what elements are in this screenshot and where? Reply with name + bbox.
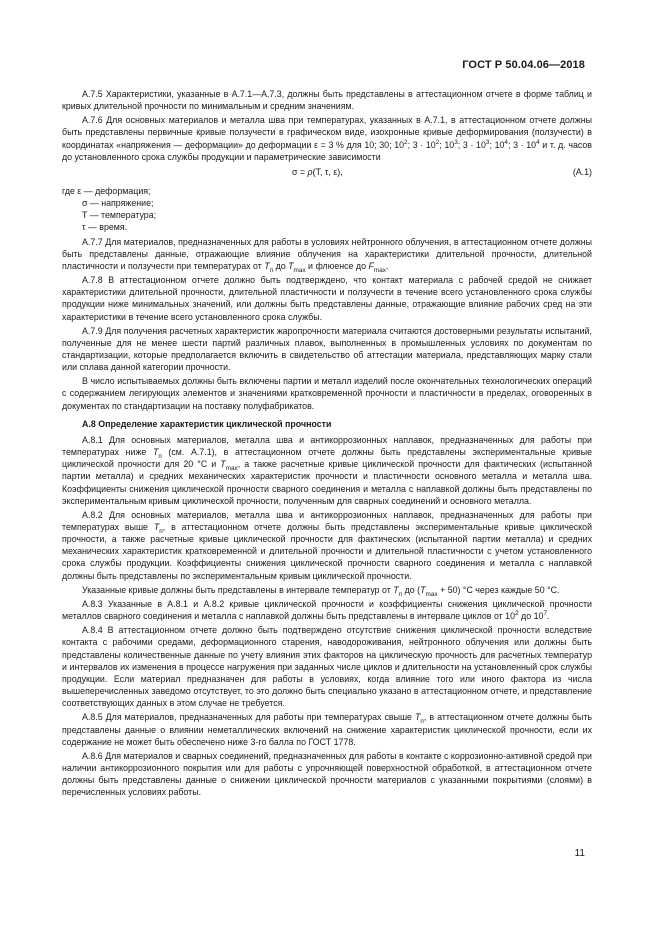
paragraph-a8-5: А.8.5 Для материалов, предназначенных для работы при температурах свыше $T_п$, в аттестационном отчете должны быть представлены данные о влиянии неметаллических включений на снижение характеристик циклической прочности, если их содержание не может быть обеспечено ниже 3-го балла по ГОСТ 1778. <box>62 712 592 747</box>
paragraph-a8-2: А.8.2 Для основных материалов, металла шва и антикоррозионных наплавок, предназначенных для работы при температурах выше $T_п$, в аттестационном отчете должны быть представлены экспериментальные кривые циклической прочности, а также расчетные кривые циклической прочности для фактических (испытанной партии металла) и средних механических характеристик кратковременной и длительной прочности и длительной пластичности с учетом установленного срока службы продукции. Коэффициенты снижения циклической прочности сварного соединения и металла с наплавкой должны быть представлены по экспериментальным кривым циклической прочности. <box>62 509 593 581</box>
paragraph-a7-7: А.7.7 Для материалов, предназначенных для работы в условиях нейтронного облучения, в аттестационном отчете должны быть представлены данные, отражающие влияние облучения на характеристики длительной прочности, длительной пластичности и ползучести при температурах от $T_п$ до $T_{max}$ и флюенсе до $F_{max}$. <box>62 236 592 274</box>
paragraph-a7-9b: В число испытываемых должны быть включены партии и металл изделий после окончательных технологических операций с содержанием легирующих элементов и значениями кратковременной прочности и пластичности в пределах, оговоренных в документах по стандартизации на поставку полуфабрикатов. <box>62 376 592 411</box>
legend-tau: τ — время. <box>82 222 128 233</box>
formula-number: (А.1) <box>572 166 592 177</box>
paragraph-a8-2b: Указанные кривые должны быть представлены в интервале температур от $T_п$ до $(T_{max} + 50)$ °С через каждые 50 °С. <box>82 584 560 598</box>
paragraph-a8-3: А.8.3 Указанные в А.8.1 и А.8.2 кривые циклической прочности и коэффициенты снижения циклической прочности металлов сварного соединения и металла с наплавкой должны быть представлены в интервале циклов от $10^2$ до $10^7$. <box>62 598 592 622</box>
legend-epsilon: где ε — деформация; <box>62 185 151 196</box>
formula-legend <box>62 185 592 234</box>
formula-expression: σ = ρ(T, τ, ε), <box>292 166 343 177</box>
section-a8-title: А.8 Определение характеристик циклической прочности <box>82 418 332 429</box>
standard-header: ГОСТ Р 50.04.06—2018 <box>462 59 585 71</box>
legend-sigma: σ — напряжение; <box>82 198 154 209</box>
paragraph-a8-4: А.8.4 В аттестационном отчете должно быть подтверждено отсутствие снижения циклической прочности вследствие контакта с рабочими средами, деформационного старения, наводороживания, нейтронного облучения или должны быть представлены количественные данные по учету влияния этих факторов на циклическую прочность для расчетных температур и интервалов их изменения в процессе нагружения при заданных числе циклов и длительности на установленный срок службы продукции. Если материал предназначен для работы в условиях, когда влияние того или иного фактора из числа вышеперечисленных заведомо отсутствует, то это должно быть специально указано в аттестационном отчете, и представление соответствующих данных в этом случае не требуется. <box>62 625 592 709</box>
paragraph-a7-9: А.7.9 Для получения расчетных характеристик жаропрочности материала считаются достоверными результаты испытаний, полученные для не менее шести партий различных плавок, выполненных в промышленных условиях по документам по стандартизации, которые предполагается включить в свидетельство об аттестации материала, представляющих марку стали или сплава данной категории прочности. <box>62 325 592 373</box>
paragraph-a7-5: А.7.5 Характеристики, указанные в А.7.1—А.7.3, должны быть представлены в аттестационном отчете в форме таблиц и кривых длительной прочности по минимальным и средним значениям. <box>62 89 592 112</box>
paragraph-a7-6: А.7.6 Для основных материалов и металла шва при температурах, указанных в А.7.1, в аттестационном отчете должны быть представлены первичные кривые ползучести в графическом виде, изохронные кривые деформирования (ползучести) в координатах «напряжения — деформации» до деформации ε = 3 % для 10; 30; $10^2$; $3 \cdot 10^2$; $10^3$; $3 \cdot 10^3$; $10^4$; $3 \cdot 10^4$ и т. д. часов до установленного срока службы продукции и параметрические зависимости <box>62 115 592 162</box>
legend-temperature: T — температура; <box>82 210 157 221</box>
paragraph-a7-8: А.7.8 В аттестационном отчете должно быть подтверждено, что контакт материала с рабочей средой не снижает характеристики длительной прочности, длительной пластичности и ползучести в течение всего установленного срока службы продукции ниже минимальных значений, или должны быть представлены данные, отражающие влияние рабочих сред на эти характеристики в течение всего установленного срока службы. <box>62 275 592 322</box>
page-content <box>62 88 592 800</box>
page-number: 11 <box>574 848 585 859</box>
paragraph-a8-6: А.8.6 Для материалов и сварных соединений, предназначенных для работы в контакте с коррозионно-активной средой при наличии антикоррозионного покрытия или для работы с упрочняющей поверхностной обработкой, в аттестационном отчете должны быть представлены данные о снижении циклической прочности материалов с указанными покрытиями (слоями) в перечисленных условиях работы. <box>62 750 592 798</box>
formula-a1 <box>62 166 592 180</box>
paragraph-a8-1: А.8.1 Для основных материалов, металла шва и антикоррозионных наплавок, предназначенных для работы при температурах ниже $T_п$ (см. А.7.1), в аттестационном отчете должны быть представлены экспериментальные кривые циклической прочности для 20 °С и $T_{max}$, а также расчетные кривые циклической прочности для фактических (испытанной партии металла) и средних механических характеристик прочности и пластичности основного металла и металла шва. Коэффициенты снижения циклической прочности сварного соединения и металла с наплавкой должны быть представлены по экспериментальным кривым циклической прочности, полученным для сварных соединений и основного металла. <box>62 434 593 506</box>
